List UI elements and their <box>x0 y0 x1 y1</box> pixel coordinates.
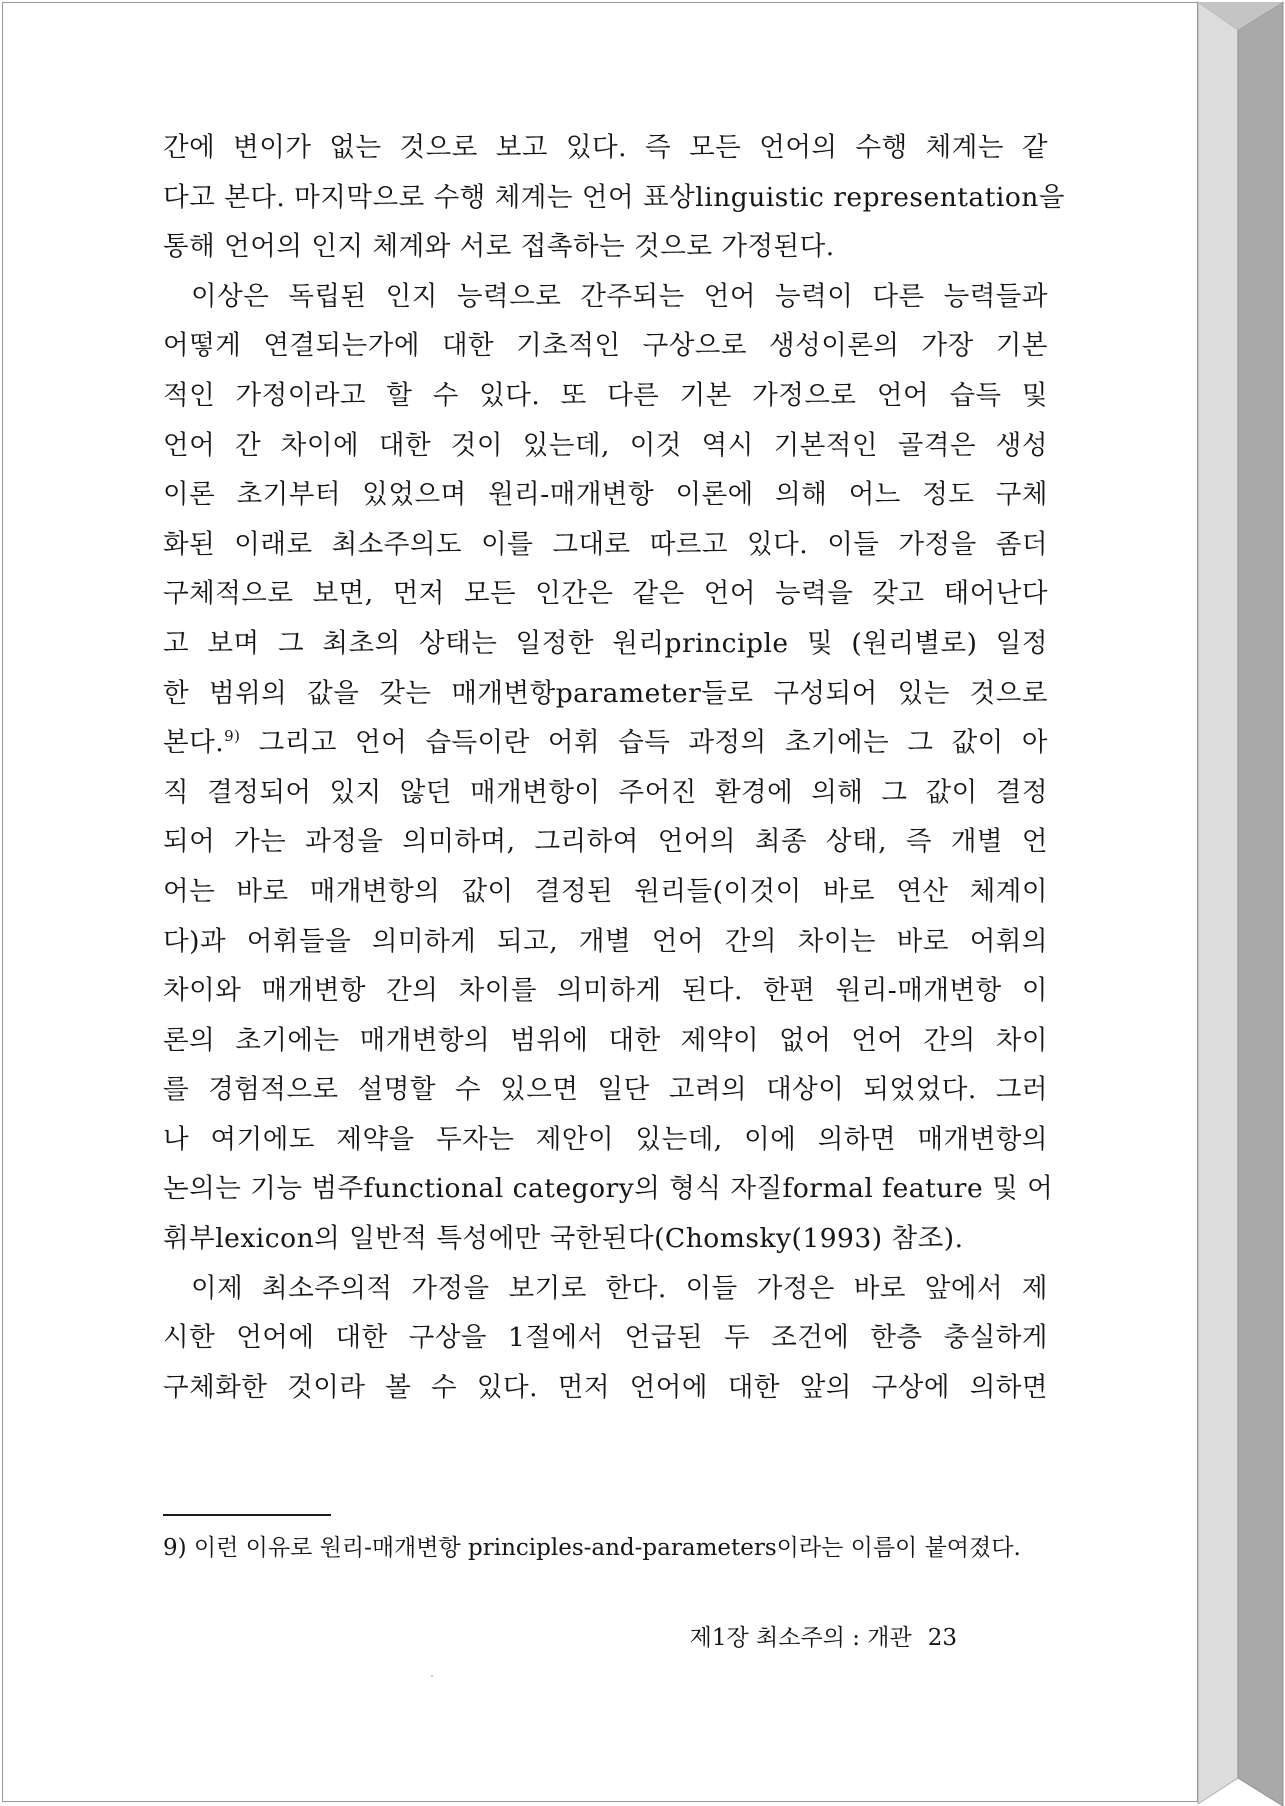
text-line: 화된 이래로 최소주의도 이를 그대로 따르고 있다. 이들 가정을 좀더 <box>163 528 1048 560</box>
footnote: 9) 이런 이유로 원리-매개변항 principles-and-parameters이라는 이름이 붙여졌다. <box>163 1535 1021 1561</box>
text-line: 이상은 독립된 인지 능력으로 간주되는 언어 능력이 다른 능력들과 <box>191 280 1048 312</box>
text-line-with-footnote <box>163 718 1048 768</box>
text-fragment: 그리고 언어 습득이란 어휘 습득 과정의 초기에는 그 값이 아 <box>258 727 1048 759</box>
text-line: 차이와 매개변항 간의 차이를 의미하게 된다. 한편 원리-매개변항 이 <box>163 975 1048 1007</box>
text-line: 언어 간 차이에 대한 것이 있는데, 이것 역시 기본적인 골격은 생성 <box>163 429 1048 461</box>
footnote-marker: 9) <box>224 727 241 746</box>
text-line: 한 범위의 값을 갖는 매개변항parameter들로 구성되어 있는 것으로 <box>163 677 1048 709</box>
text-line: 되어 가는 과정을 의미하며, 그리하여 언어의 최종 상태, 즉 개별 언 <box>163 826 1048 858</box>
text-fragment: 본다. <box>163 727 225 759</box>
text-line: 이제 최소주의적 가정을 보기로 한다. 이들 가정은 바로 앞에서 제 <box>191 1272 1048 1304</box>
text-line: 어는 바로 매개변항의 값이 결정된 원리들(이것이 바로 연산 체계이 <box>163 875 1048 907</box>
text-line: 휘부lexicon의 일반적 특성에만 국한된다(Chomsky(1993) 참조). <box>163 1223 964 1255</box>
text-line: 고 보며 그 최초의 상태는 일정한 원리principle 및 (원리별로) 일정 <box>163 627 1048 659</box>
book-page <box>2 2 1198 1802</box>
running-footer <box>690 1619 957 1652</box>
text-line: 다고 본다. 마지막으로 수행 체계는 언어 표상linguistic representation을 <box>163 181 1065 213</box>
text-line: 간에 변이가 없는 것으로 보고 있다. 즉 모든 언어의 수행 체계는 같 <box>163 132 1048 163</box>
text-line: 시한 언어에 대한 구상을 1절에서 언급된 두 조건에 한층 충실하게 <box>163 1322 1048 1354</box>
text-line: 론의 초기에는 매개변항의 범위에 대한 제약이 없어 언어 간의 차이 <box>163 1024 1048 1056</box>
text-line: 어떻게 연결되는가에 대한 기초적인 구상으로 생성이론의 가장 기본 <box>163 330 1048 362</box>
text-line: 다)과 어휘들을 의미하게 되고, 개별 언어 간의 차이는 바로 어휘의 <box>163 925 1048 957</box>
page-number: 23 <box>927 1625 957 1651</box>
text-line: 이론 초기부터 있었으며 원리-매개변항 이론에 의해 어느 정도 구체 <box>163 479 1048 511</box>
text-line: 를 경험적으로 설명할 수 있으면 일단 고려의 대상이 되었었다. 그러 <box>163 1074 1048 1106</box>
text-line: 통해 언어의 인지 체계와 서로 접촉하는 것으로 가정된다. <box>163 231 835 263</box>
text-line: 적인 가정이라고 할 수 있다. 또 다른 기본 가정으로 언어 습득 및 <box>163 379 1048 411</box>
text-line: 구체화한 것이라 볼 수 있다. 먼저 언어에 대한 앞의 구상에 의하면 <box>163 1371 1048 1403</box>
text-line: 구체적으로 보면, 먼저 모든 인간은 같은 언어 능력을 갖고 태어난다 <box>163 578 1048 610</box>
footnote-divider <box>163 1514 331 1516</box>
chapter-title: 제1장 최소주의 : 개관 <box>689 1625 912 1651</box>
text-line: 논의는 기능 범주functional category의 형식 자질formal feature 및 어 <box>163 1173 1054 1205</box>
text-line: 나 여기에도 제약을 두자는 제안이 있는데, 이에 의하면 매개변항의 <box>163 1123 1048 1155</box>
body-text <box>163 123 1065 1412</box>
scan-speck <box>431 1675 433 1677</box>
text-line: 직 결정되어 있지 않던 매개변항이 주어진 환경에 의해 그 값이 결정 <box>163 776 1048 808</box>
